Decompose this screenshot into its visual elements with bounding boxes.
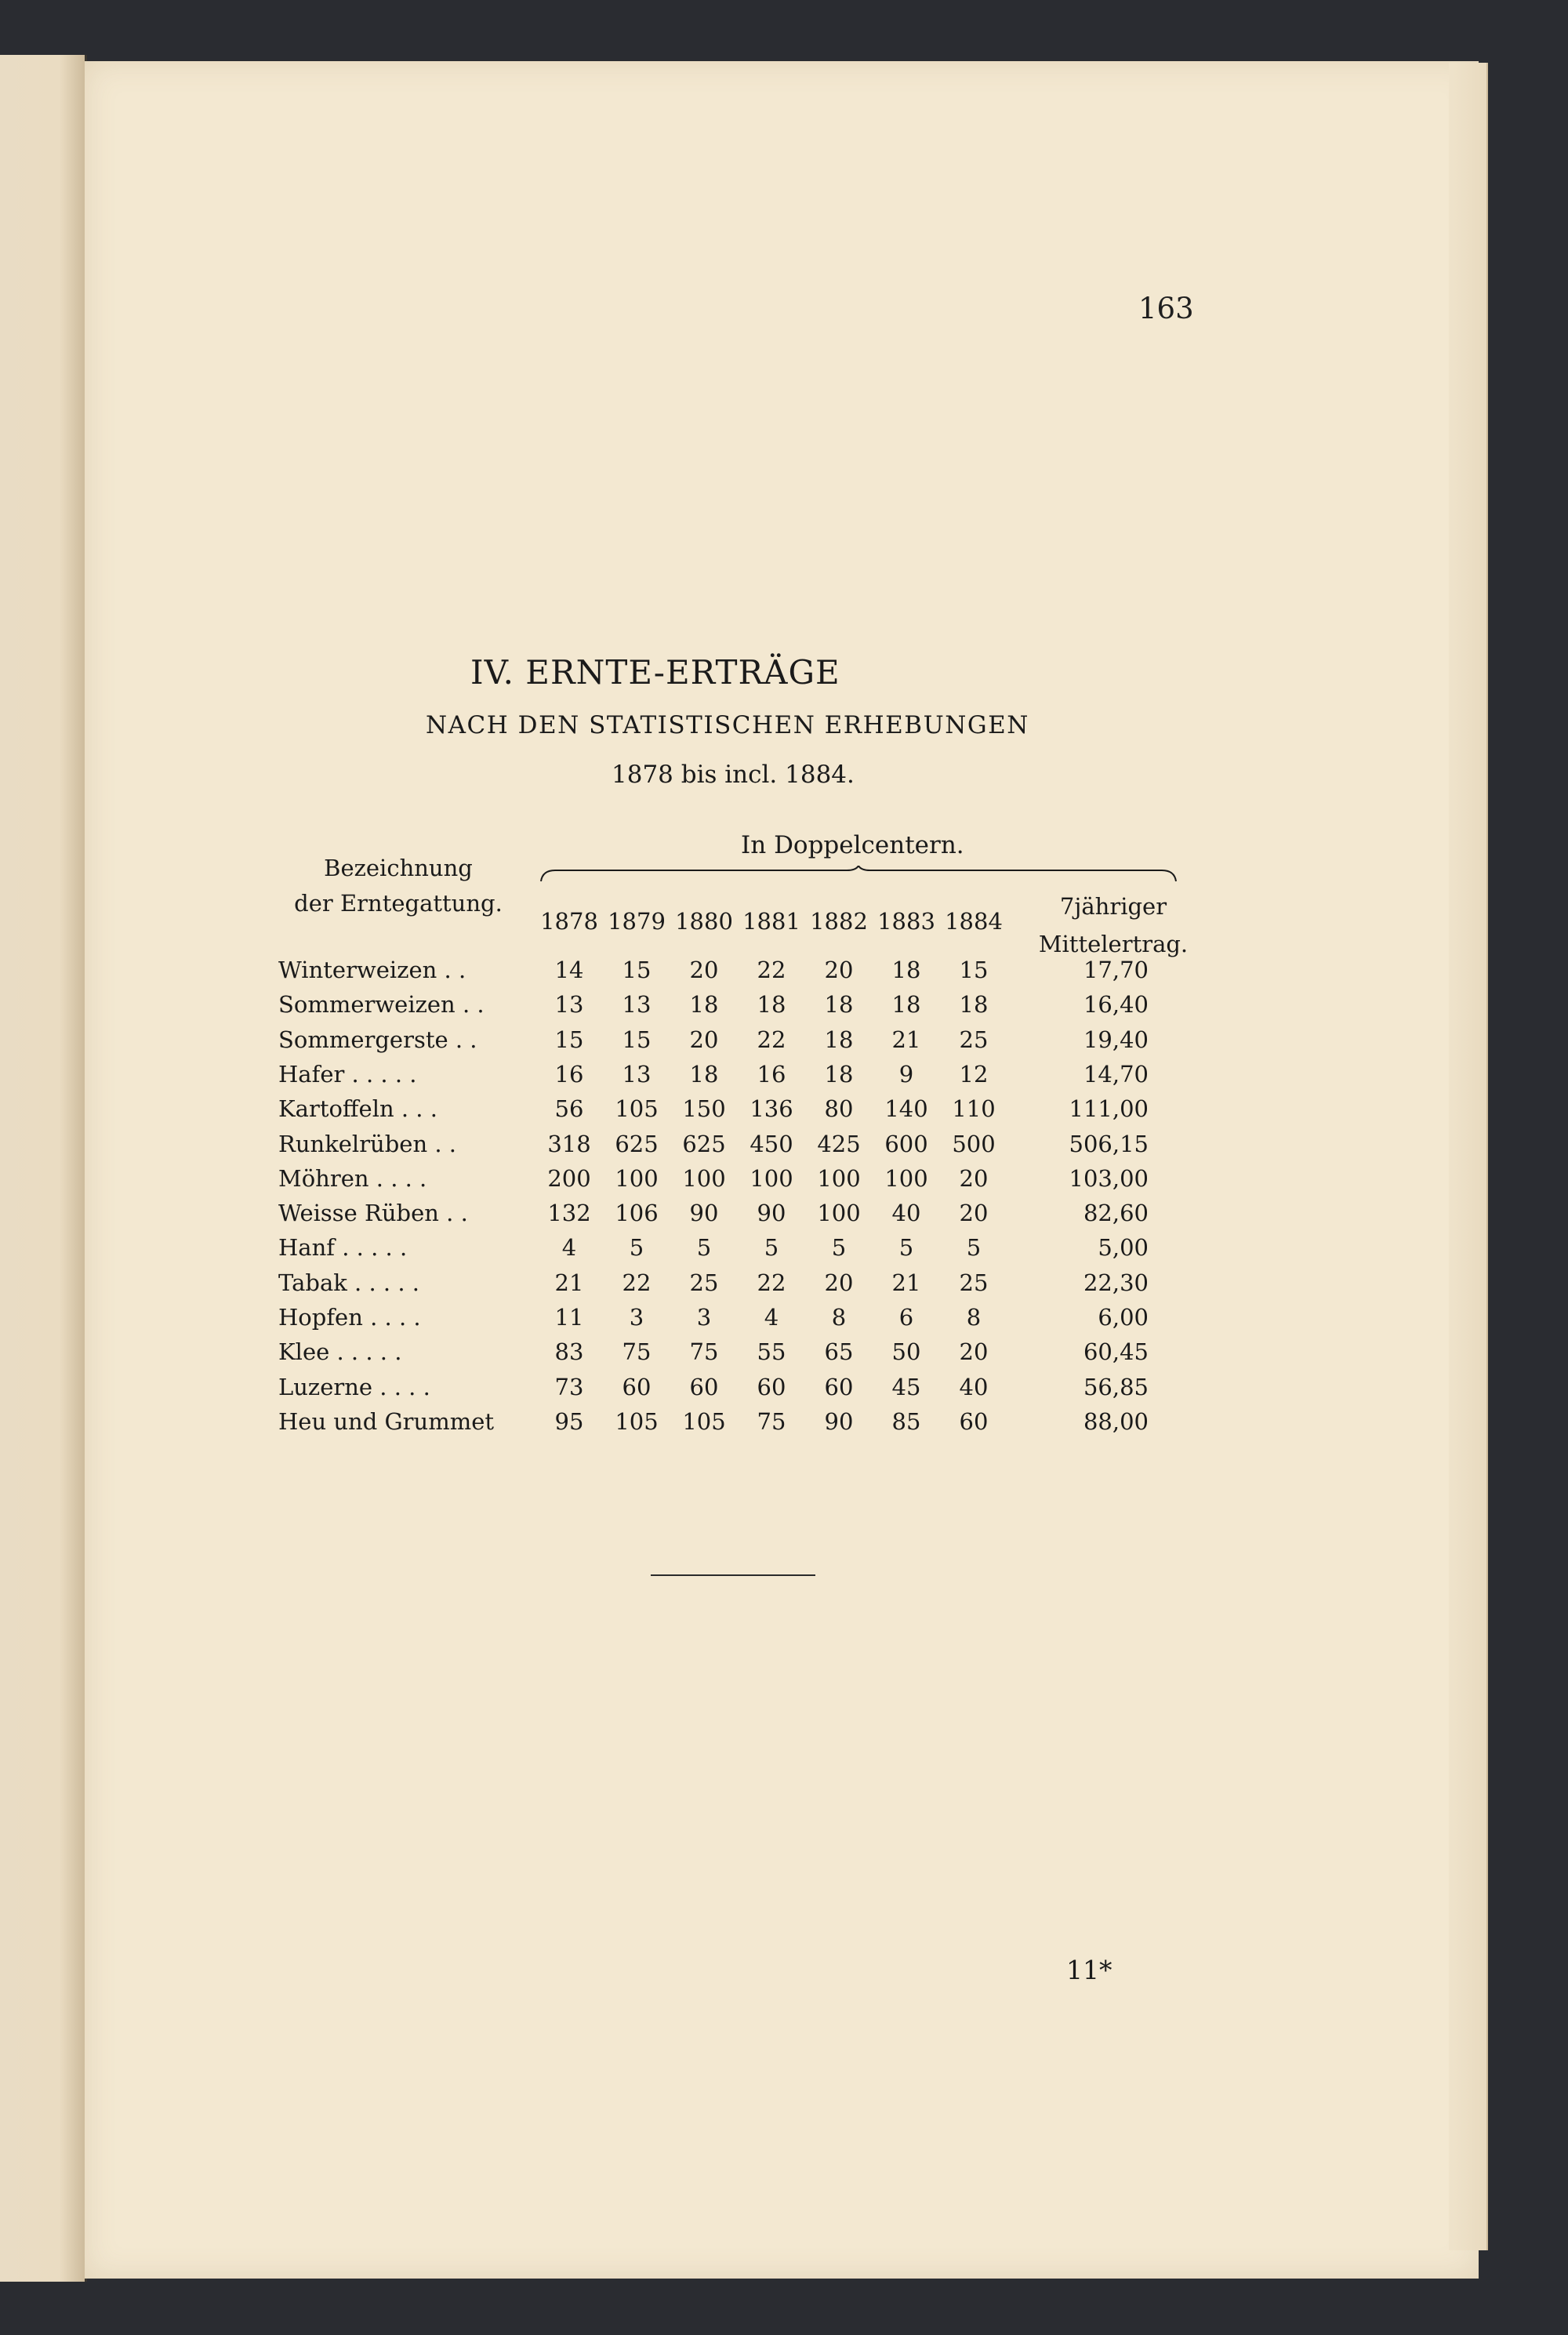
crop-name: Möhren . . . . bbox=[278, 1164, 427, 1192]
yield-cell: 21 bbox=[891, 1269, 921, 1296]
yield-cell: 55 bbox=[757, 1338, 786, 1366]
crop-name: Kartoffeln . . . bbox=[278, 1095, 437, 1123]
yield-cell: 21 bbox=[554, 1269, 584, 1296]
yield-cell: 73 bbox=[554, 1373, 584, 1400]
yield-cell: 105 bbox=[682, 1407, 726, 1435]
crop-name: Sommergerste . . bbox=[278, 1026, 477, 1053]
yield-cell: 9 bbox=[898, 1060, 914, 1088]
yield-cell: 110 bbox=[952, 1095, 996, 1123]
yield-cell: 22 bbox=[622, 1269, 652, 1296]
yield-cell: 100 bbox=[817, 1200, 861, 1227]
table-row bbox=[0, 991, 1568, 1026]
yield-cell: 625 bbox=[682, 1130, 726, 1157]
yield-cell: 20 bbox=[824, 1269, 854, 1296]
yield-cell: 5 bbox=[831, 1234, 847, 1262]
table-row bbox=[0, 1304, 1568, 1338]
yield-cell: 100 bbox=[884, 1164, 928, 1192]
yield-cell: 8 bbox=[831, 1304, 847, 1331]
table-row bbox=[0, 1165, 1568, 1200]
crop-name: Hopfen . . . . bbox=[278, 1304, 421, 1331]
yield-cell: 150 bbox=[682, 1095, 726, 1123]
crop-name: Hanf . . . . . bbox=[278, 1234, 408, 1262]
yield-cell: 40 bbox=[959, 1373, 989, 1400]
year-header: 1879 bbox=[608, 908, 666, 935]
crop-name: Klee . . . . . bbox=[278, 1338, 402, 1366]
yield-cell: 4 bbox=[561, 1234, 577, 1262]
yield-cell: 13 bbox=[622, 991, 652, 1019]
yield-cell: 100 bbox=[615, 1164, 659, 1192]
yield-cell: 18 bbox=[689, 1060, 719, 1088]
yield-cell: 22 bbox=[757, 1026, 786, 1053]
yield-cell: 136 bbox=[750, 1095, 793, 1123]
yield-cell: 16 bbox=[554, 1060, 584, 1088]
yield-cell: 625 bbox=[615, 1130, 659, 1157]
page-subtitle: NACH DEN STATISTISCHEN ERHEBUNGEN bbox=[426, 711, 1029, 739]
yield-cell: 18 bbox=[891, 991, 921, 1019]
yield-cell: 65 bbox=[824, 1338, 854, 1366]
signature-mark: 11* bbox=[1066, 1955, 1112, 1985]
table-row bbox=[0, 1338, 1568, 1373]
average-cell: 506,15 bbox=[1069, 1130, 1149, 1157]
yield-cell: 90 bbox=[824, 1407, 854, 1435]
yield-cell: 105 bbox=[615, 1095, 659, 1123]
yield-cell: 20 bbox=[959, 1200, 989, 1227]
yield-cell: 132 bbox=[547, 1200, 591, 1227]
average-cell: 14,70 bbox=[1083, 1060, 1149, 1088]
yield-cell: 18 bbox=[689, 991, 719, 1019]
yield-cell: 15 bbox=[554, 1026, 584, 1053]
table-row bbox=[0, 1131, 1568, 1165]
yield-cell: 100 bbox=[682, 1164, 726, 1192]
yield-cell: 18 bbox=[824, 1060, 854, 1088]
table-row bbox=[0, 1269, 1568, 1304]
unit-caption: In Doppelcentern. bbox=[741, 831, 964, 859]
yield-cell: 20 bbox=[824, 957, 854, 983]
yield-cell: 16 bbox=[757, 1060, 786, 1088]
yield-cell: 3 bbox=[629, 1304, 644, 1331]
yield-cell: 100 bbox=[817, 1164, 861, 1192]
yield-cell: 18 bbox=[824, 991, 854, 1019]
yield-cell: 20 bbox=[959, 1164, 989, 1192]
yield-cell: 22 bbox=[757, 957, 786, 983]
table-row bbox=[0, 1374, 1568, 1408]
average-cell: 88,00 bbox=[1083, 1407, 1149, 1435]
average-cell: 19,40 bbox=[1083, 1026, 1149, 1053]
crop-name: Luzerne . . . . bbox=[278, 1373, 430, 1400]
yield-cell: 83 bbox=[554, 1338, 584, 1366]
yield-cell: 60 bbox=[757, 1373, 786, 1400]
name-column-header bbox=[281, 851, 516, 921]
year-header: 1881 bbox=[742, 908, 800, 935]
divider-rule bbox=[651, 1574, 815, 1576]
average-cell: 111,00 bbox=[1069, 1095, 1149, 1123]
yield-cell: 13 bbox=[622, 1060, 652, 1088]
yield-cell: 140 bbox=[884, 1095, 928, 1123]
yield-cell: 20 bbox=[689, 957, 719, 983]
yield-cell: 600 bbox=[884, 1130, 928, 1157]
table-row bbox=[0, 957, 1568, 991]
average-cell: 82,60 bbox=[1083, 1200, 1149, 1227]
yield-cell: 20 bbox=[959, 1338, 989, 1366]
table-row bbox=[0, 1095, 1568, 1130]
yield-cell: 200 bbox=[547, 1164, 591, 1192]
yield-cell: 18 bbox=[824, 1026, 854, 1053]
yield-cell: 105 bbox=[615, 1407, 659, 1435]
yield-cell: 3 bbox=[696, 1304, 712, 1331]
yield-cell: 6 bbox=[898, 1304, 914, 1331]
yield-cell: 20 bbox=[689, 1026, 719, 1053]
year-header: 1880 bbox=[675, 908, 733, 935]
yield-cell: 4 bbox=[764, 1304, 779, 1331]
crop-name: Winterweizen . . bbox=[278, 957, 466, 983]
average-cell: 5,00 bbox=[1098, 1234, 1149, 1262]
page-title: IV. ERNTE-ERTRÄGE bbox=[470, 653, 840, 692]
crop-name: Hafer . . . . . bbox=[278, 1060, 417, 1088]
crop-name: Heu und Grummet bbox=[278, 1407, 495, 1435]
yield-cell: 75 bbox=[622, 1338, 652, 1366]
average-cell: 56,85 bbox=[1083, 1373, 1149, 1400]
yield-cell: 12 bbox=[959, 1060, 989, 1088]
yield-cell: 450 bbox=[750, 1130, 793, 1157]
yield-cell: 22 bbox=[757, 1269, 786, 1296]
yield-cell: 56 bbox=[554, 1095, 584, 1123]
yield-cell: 500 bbox=[952, 1130, 996, 1157]
crop-name: Weisse Rüben . . bbox=[278, 1200, 468, 1227]
yield-cell: 80 bbox=[824, 1095, 854, 1123]
table-row bbox=[0, 1061, 1568, 1095]
yield-cell: 60 bbox=[622, 1373, 652, 1400]
yield-cell: 5 bbox=[898, 1234, 914, 1262]
year-header: 1882 bbox=[810, 908, 868, 935]
yield-cell: 100 bbox=[750, 1164, 793, 1192]
yield-cell: 75 bbox=[689, 1338, 719, 1366]
yield-cell: 11 bbox=[554, 1304, 584, 1331]
yield-cell: 60 bbox=[824, 1373, 854, 1400]
yield-cell: 18 bbox=[891, 957, 921, 983]
yield-cell: 85 bbox=[891, 1407, 921, 1435]
table-row bbox=[0, 1408, 1568, 1443]
yield-cell: 60 bbox=[959, 1407, 989, 1435]
yield-cell: 15 bbox=[622, 1026, 652, 1053]
year-header: 1883 bbox=[877, 908, 935, 935]
yield-cell: 18 bbox=[757, 991, 786, 1019]
avg-header-line-2: Mittelertrag. bbox=[1038, 931, 1189, 957]
yield-cell: 21 bbox=[891, 1026, 921, 1053]
yield-cell: 318 bbox=[547, 1130, 591, 1157]
yield-cell: 14 bbox=[554, 957, 584, 983]
average-cell: 16,40 bbox=[1083, 991, 1149, 1019]
average-cell: 103,00 bbox=[1069, 1164, 1149, 1192]
average-cell: 60,45 bbox=[1083, 1338, 1149, 1366]
yield-cell: 106 bbox=[615, 1200, 659, 1227]
yield-cell: 425 bbox=[817, 1130, 861, 1157]
yield-cell: 5 bbox=[629, 1234, 644, 1262]
average-cell: 17,70 bbox=[1083, 957, 1149, 983]
yield-cell: 5 bbox=[696, 1234, 712, 1262]
yield-cell: 75 bbox=[757, 1407, 786, 1435]
year-range: 1878 bis incl. 1884. bbox=[612, 761, 855, 789]
crop-name: Sommerweizen . . bbox=[278, 991, 485, 1019]
crop-name: Tabak . . . . . bbox=[278, 1269, 419, 1296]
avg-header-line-1: 7jähriger bbox=[1059, 893, 1167, 920]
year-header: 1878 bbox=[540, 908, 598, 935]
yield-cell: 8 bbox=[966, 1304, 982, 1331]
yield-cell: 25 bbox=[959, 1269, 989, 1296]
yield-cell: 5 bbox=[966, 1234, 982, 1262]
yield-cell: 15 bbox=[622, 957, 652, 983]
yield-cell: 60 bbox=[689, 1373, 719, 1400]
yield-cell: 45 bbox=[891, 1373, 921, 1400]
crop-name: Runkelrüben . . bbox=[278, 1130, 457, 1157]
table-row bbox=[0, 1200, 1568, 1234]
year-header: 1884 bbox=[945, 908, 1003, 935]
yield-cell: 90 bbox=[689, 1200, 719, 1227]
yield-cell: 25 bbox=[689, 1269, 719, 1296]
average-cell: 6,00 bbox=[1098, 1304, 1149, 1331]
page-number: 163 bbox=[1138, 292, 1194, 325]
yield-cell: 50 bbox=[891, 1338, 921, 1366]
table-row bbox=[0, 1026, 1568, 1061]
yield-cell: 5 bbox=[764, 1234, 779, 1262]
yield-cell: 90 bbox=[757, 1200, 786, 1227]
yield-cell: 15 bbox=[959, 957, 989, 983]
yield-cell: 95 bbox=[554, 1407, 584, 1435]
table-row bbox=[0, 1234, 1568, 1269]
average-column-header bbox=[1027, 888, 1200, 963]
name-header-line-1: Bezeichnung bbox=[324, 855, 473, 881]
brace-line bbox=[539, 866, 1178, 884]
yield-cell: 25 bbox=[959, 1026, 989, 1053]
average-cell: 22,30 bbox=[1083, 1269, 1149, 1296]
yield-cell: 13 bbox=[554, 991, 584, 1019]
yield-cell: 40 bbox=[891, 1200, 921, 1227]
name-header-line-2: der Erntegattung. bbox=[294, 890, 503, 917]
yield-cell: 18 bbox=[959, 991, 989, 1019]
